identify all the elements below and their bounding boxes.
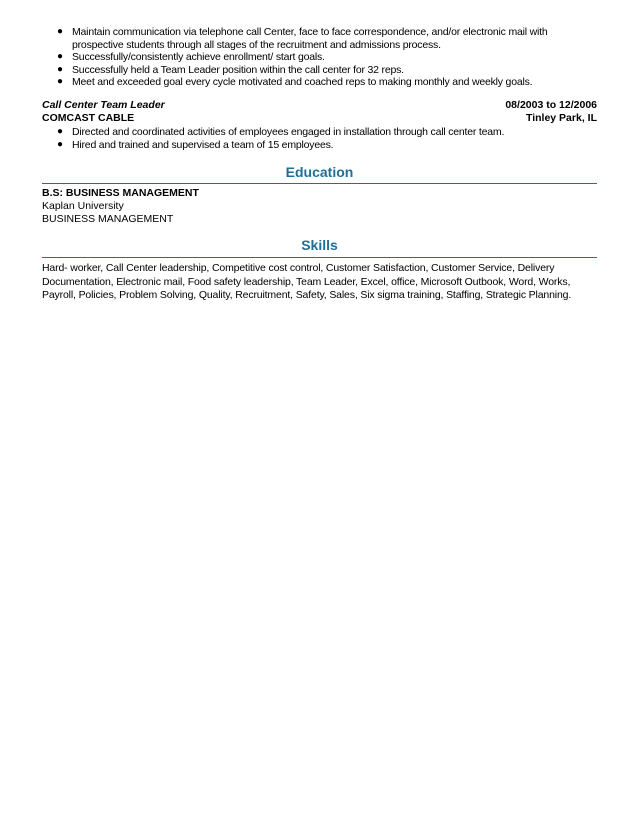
bullet-icon: ● (57, 51, 63, 62)
education-divider (42, 183, 597, 184)
list-item (0, 139, 638, 152)
bullet-icon: ● (57, 63, 63, 75)
job-location: Tinley Park, IL (525, 112, 597, 124)
education-heading: Education (285, 164, 354, 180)
job-bullet-list (0, 126, 638, 151)
bullet-icon: ● (57, 138, 63, 150)
bullet-icon: ● (57, 76, 63, 87)
bullet-text: Successfully held a Team Leader position within the call center for 32 reps. (72, 63, 404, 76)
experience-bullet-list (0, 26, 638, 89)
bullet-text: Meet and exceeded goal every cycle motivated and coached reps to making monthly and weekly goals. (72, 76, 533, 88)
list-item (0, 126, 638, 139)
skills-divider (42, 257, 597, 258)
bullet-text: Maintain communication via telephone call Center, face to face correspondence, and/or electronic mail with prospective students through all stages of the recruitment and admissions process. (72, 26, 548, 51)
list-item (0, 64, 638, 77)
field-of-study: BUSINESS MANAGEMENT (42, 213, 174, 225)
bullet-icon: ● (57, 26, 63, 37)
bullet-icon: ● (57, 126, 63, 137)
degree: B.S: BUSINESS MANAGEMENT (42, 187, 199, 199)
job-title: Call Center Team Leader (42, 99, 165, 111)
job-header-row (42, 99, 597, 112)
education-entry (42, 187, 597, 226)
list-item (0, 76, 638, 89)
bullet-text: Directed and coordinated activities of employees engaged in installation through call center team. (72, 126, 505, 138)
list-item (0, 51, 638, 64)
bullet-text: Hired and trained and supervised a team of 15 employees. (72, 138, 334, 151)
job-company-row (42, 112, 597, 125)
job-company: COMCAST CABLE (42, 112, 135, 124)
job-dates: 08/2003 to 12/2006 (505, 99, 597, 111)
school: Kaplan University (42, 200, 124, 212)
bullet-text: Successfully/consistently achieve enrollment/ start goals. (72, 51, 325, 63)
list-item (0, 26, 638, 51)
job-entry (42, 99, 597, 125)
skills-text: Hard- worker, Call Center leadership, Competitive cost control, Customer Satisfaction, Customer Service, Delivery Documentation, Electronic mail, Food safety leadership, Team Leader, Excel, office, Microsoft Outbook, Word, Works, Payroll, Policies, Problem Solving, Quality, Recruitment, Safety, Sales, Six sigma training, Staffing, Strategic Planning. (42, 262, 572, 301)
skills-heading: Skills (301, 237, 338, 253)
